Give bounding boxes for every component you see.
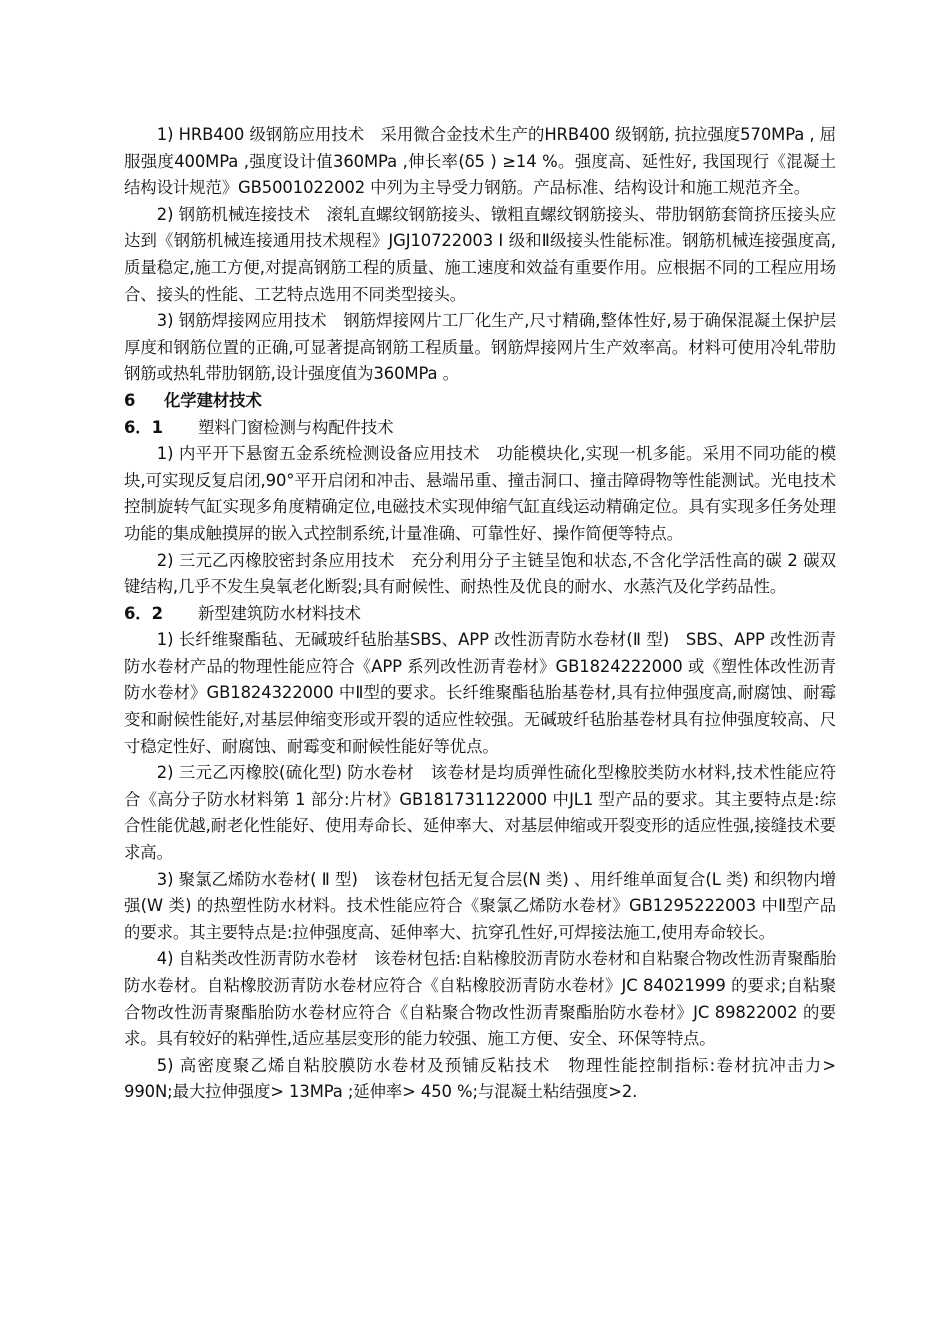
section-heading-6 xyxy=(124,388,836,415)
paragraph-sbs-app: 1) 长纤维聚酯毡、无碱玻纤毡胎基SBS、APP 改性沥青防水卷材(Ⅱ 型) SBS、APP 改性沥青防水卷材产品的物理性能应符合《APP 系列改性沥青卷材》GB1824222000 或《塑性体改性沥青防水卷材》GB1824322000 中Ⅱ型的要求。长纤维聚酯毡胎基卷材,具有拉伸强度高,耐腐蚀、耐霉变和耐候性能好,对基层伸缩变形或开裂的适应性较强。无碱玻纤毡胎基卷材具有拉伸强度较高、尺寸稳定性好、耐腐蚀、耐霉变和耐候性能好等优点。 xyxy=(124,630,836,756)
section-number: 6．2 xyxy=(124,603,163,623)
section-heading-6-2 xyxy=(124,601,836,628)
paragraph-pvc-membrane: 3) 聚氯乙烯防水卷材( Ⅱ 型) 该卷材包括无复合层(N 类) 、用纤维单面复合(L 类) 和织物内增强(W 类) 的热塑性防水材料。技术性能应符合《聚氯乙烯防水卷材》GB1295222003 中Ⅱ型产品的要求。其主要特点是:拉伸强度高、延伸率大、抗穿孔性好,可焊接法施工,使用寿命较长。 xyxy=(124,869,836,942)
paragraph-mechanical-connection: 2) 钢筋机械连接技术 滚轧直螺纹钢筋接头、镦粗直螺纹钢筋接头、带肋钢筋套筒挤压接头应达到《钢筋机械连接通用技术规程》JGJ10722003 Ⅰ 级和Ⅱ级接头性能标准。钢筋机械连接强度高,质量稳定,施工方便,对提高钢筋工程的质量、施工速度和效益有重要作用。应根据不同的工程应用场合、接头的性能、工艺特点选用不同类型接头。 xyxy=(124,204,836,304)
paragraph-welded-mesh: 3) 钢筋焊接网应用技术 钢筋焊接网片工厂化生产,尺寸精确,整体性好,易于确保混凝土保护层厚度和钢筋位置的正确,可显著提高钢筋工程质量。钢筋焊接网片生产效率高。材料可使用冷轧带肋钢筋或热轧带肋钢筋,设计强度值为360MPa 。 xyxy=(124,311,836,384)
paragraph-epdm-seal: 2) 三元乙丙橡胶密封条应用技术 充分利用分子主链呈饱和状态,不含化学活性高的碳 2 碳双键结构,几乎不发生臭氧老化断裂;具有耐候性、耐热性及优良的耐水、水蒸汽及化学药品性。 xyxy=(124,550,836,597)
section-heading-6-1 xyxy=(124,415,836,442)
section-title: 新型建筑防水材料技术 xyxy=(198,603,361,623)
section-title: 化学建材技术 xyxy=(164,390,262,410)
paragraph-hrb400: 1) HRB400 级钢筋应用技术 采用微合金技术生产的HRB400 级钢筋, 抗拉强度570MPa , 屈服强度400MPa ,强度设计值360MPa ,伸长率(δ5 ) ≥14 %。强度高、延性好, 我国现行《混凝土结构设计规范》GB5001022002 中列为主导受力钢筋。产品标准、结构设计和施工规范齐全。 xyxy=(124,125,836,198)
document-page xyxy=(124,122,836,1106)
section-number: 6 xyxy=(124,390,136,410)
section-number: 6．1 xyxy=(124,417,163,437)
paragraph-self-adhesive: 4) 自粘类改性沥青防水卷材 该卷材包括:自粘橡胶沥青防水卷材和自粘聚合物改性沥青聚酯胎防水卷材。自粘橡胶沥青防水卷材应符合《自粘橡胶沥青防水卷材》JC 84021999 的要求;自粘聚合物改性沥青聚酯胎防水卷材应符合《自粘聚合物改性沥青聚酯胎防水卷材》JC 89822002 的要求。具有较好的粘弹性,适应基层变形的能力较强、施工方便、安全、环保等特点。 xyxy=(124,949,836,1049)
paragraph-hardware-testing: 1) 内平开下悬窗五金系统检测设备应用技术 功能模块化,实现一机多能。采用不同功能的模块,可实现反复启闭,90°平开启闭和冲击、悬端吊重、撞击洞口、撞击障碍物等性能测试。光电技术控制旋转气缸实现多角度精确定位,电磁技术实现伸缩气缸直线运动精确定位。具有实现多任务处理功能的集成触摸屏的嵌入式控制系统,计量准确、可靠性好、操作简便等特点。 xyxy=(124,444,836,543)
paragraph-hdpe: 5) 高密度聚乙烯自粘胶膜防水卷材及预铺反粘技术 物理性能控制指标:卷材抗冲击力> 990N;最大拉伸强度> 13MPa ;延伸率> 450 %;与混凝土粘结强度>2. xyxy=(124,1055,836,1102)
section-title: 塑料门窗检测与构配件技术 xyxy=(198,417,394,437)
paragraph-epdm-membrane: 2) 三元乙丙橡胶(硫化型) 防水卷材 该卷材是均质弹性硫化型橡胶类防水材料,技术性能应符合《高分子防水材料第 1 部分:片材》GB181731122000 中JL1 型产品的要求。其主要特点是:综合性能优越,耐老化性能好、使用寿命长、延伸率大、对基层伸缩或开裂变形的适应性强,接缝技术要求高。 xyxy=(124,763,836,863)
